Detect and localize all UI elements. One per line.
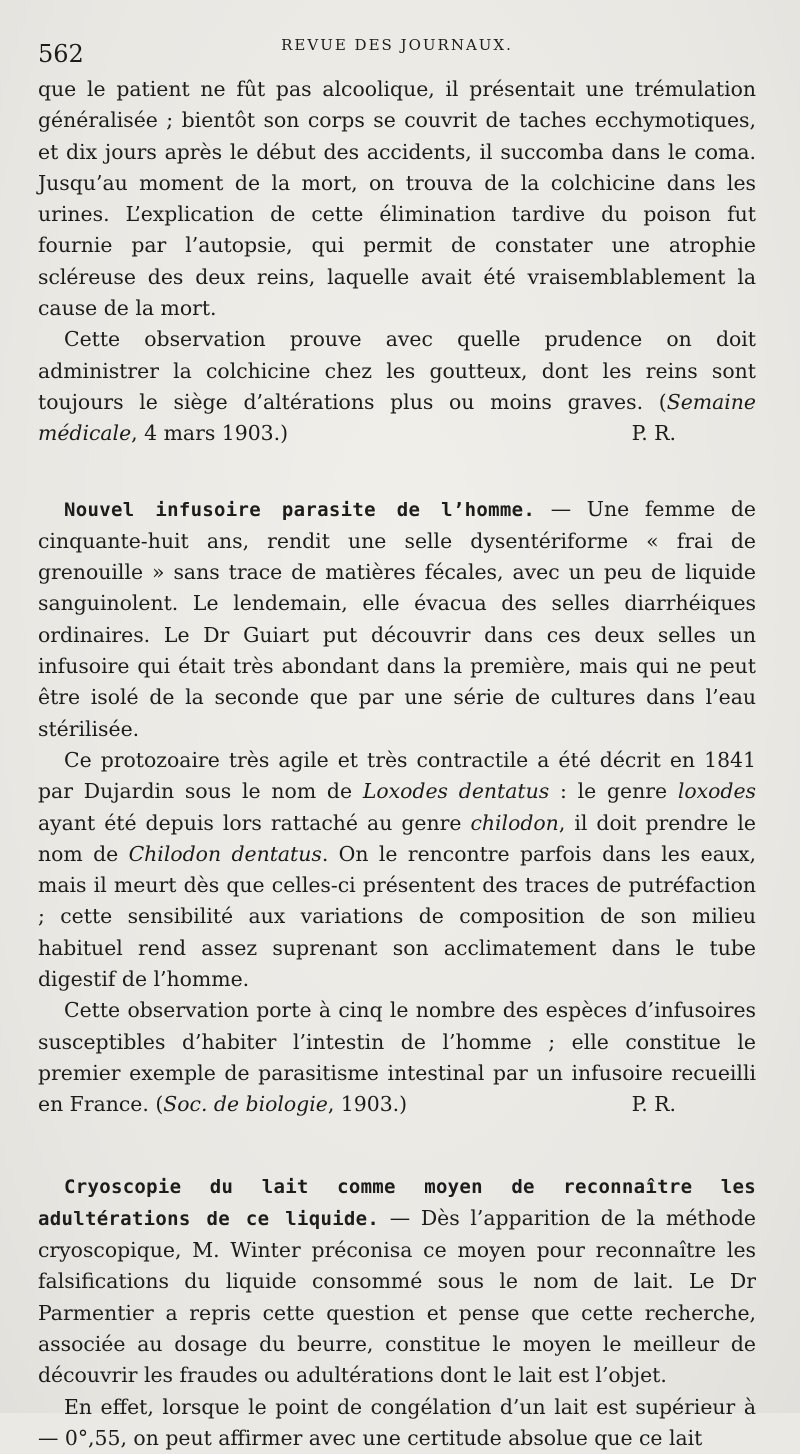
citation-date: , 1903.): [328, 1092, 407, 1116]
paragraph-text: Cette observation prouve avec quelle prudence on doit administrer la colchicine chez les goutteux, dont les reins sont toujours le siège d’altérations plus ou moins graves. (: [38, 327, 756, 414]
paragraph: [38, 745, 756, 995]
genus-name: loxodes: [678, 779, 756, 803]
paragraph: [38, 995, 756, 1120]
paragraph: [38, 324, 756, 449]
section-title: Cryoscopie du lait comme moyen de reconnaître les adultérations de ce liquide.: [38, 1176, 756, 1230]
genus-name: chilodon: [470, 811, 558, 835]
source-citation: Soc. de biologie: [163, 1092, 328, 1116]
section-cryoscopie: [38, 1171, 756, 1454]
paragraph: [38, 1171, 756, 1392]
section-gap: [38, 450, 756, 494]
paragraph: que le patient ne fût pas alcoolique, il présentait une trémulation généralisée ; bientôt son corps se couvrit de taches ecchymotiques, et dix jours après le début des accidents, il succomba dans le coma. Jusqu’au moment de la mort, on trouva de la colchicine dans les urines. L’explication de cette élimination tardive du poison fut fournie par l’autopsie, qui permit de constater une atrophie scléreuse des deux reins, laquelle avait été vraisemblablement la cause de la mort.: [38, 74, 756, 324]
paragraph-text: Cette observation porte à cinq le nombre des espèces d’infusoires susceptibles d’habiter l’intestin de l’homme ; elle constitue le premier exemple de parasitisme intestinal par un infusoire recueilli en France. (: [38, 998, 756, 1116]
page-header: [38, 28, 756, 74]
paragraph-text: , il doit prendre le nom de: [38, 811, 756, 866]
author-signature: P. R.: [606, 418, 676, 449]
section-title: Nouvel infusoire parasite de l’homme.: [64, 499, 535, 521]
paragraph-text: ayant été depuis lors rattaché au genre: [38, 811, 470, 835]
section-colchicine: [38, 74, 756, 450]
species-name: Chilodon dentatus: [129, 842, 322, 866]
paragraph: [38, 494, 756, 745]
section-infusoire: [38, 494, 756, 1121]
paragraph-text: . On le rencontre parfois dans les eaux, mais il meurt dès que celles-ci présentent des traces de putréfaction ; cette sensibilité aux variations de composition de son milieu habituel rend assez suprenant son acclimatement dans le tube digestif de l’homme.: [38, 842, 756, 991]
paragraph-text: — Une femme de cinquante-huit ans, rendit une selle dysentériforme « frai de grenouille » sans trace de matières fécales, avec un peu de liquide sanguinolent. Le lendemain, elle évacua des selles diarrhéiques ordinaires. Le Dr Guiart put découvrir dans ces deux selles un infusoire qui était très abondant dans la première, mais qui ne peut être isolé de la seconde que par une série de cultures dans l’eau stérilisée.: [38, 497, 756, 741]
species-name: Loxodes dentatus: [363, 779, 549, 803]
author-signature: P. R.: [606, 1089, 676, 1120]
citation-date: , 4 mars 1903.): [131, 421, 288, 445]
paragraph-text: : le genre: [549, 779, 678, 803]
running-head: REVUE DES JOURNAUX.: [38, 36, 756, 54]
paragraph-text: — Dès l’apparition de la méthode cryoscopique, M. Winter préconisa ce moyen pour reconnaître les falsifications du liquide consommé sous le nom de lait. Le Dr Parmentier a repris cette question et pense que cette recherche, associée au dosage du beurre, constitue le moyen le meilleur de découvrir les fraudes ou adultérations dont le lait est l’objet.: [38, 1206, 756, 1387]
paragraph-text: Ce protozoaire très agile et très contractile a été décrit en 1841 par Dujardin sous le nom de: [38, 748, 756, 803]
source-citation: Semaine médicale: [38, 390, 756, 445]
page-number: 562: [38, 40, 84, 68]
paragraph: En effet, lorsque le point de congélation d’un lait est supérieur à — 0°,55, on peut affirmer avec une certitude absolue que ce lait: [38, 1392, 756, 1454]
section-gap: [38, 1121, 756, 1171]
